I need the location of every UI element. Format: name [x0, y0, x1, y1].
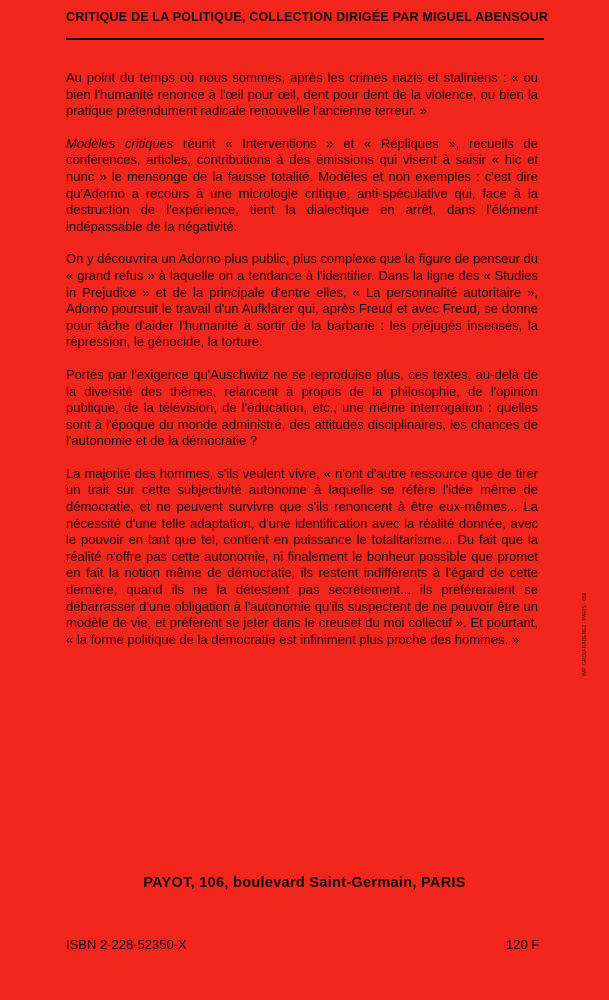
collection-header: CRITIQUE DE LA POLITIQUE, COLLECTION DIRIGÉE PAR MIGUEL ABENSOUR	[66, 10, 549, 24]
price-label: 120 F	[506, 937, 540, 952]
paragraph-modeles-critiques-rest: réunit « Interventions » et « Répliques », recueils de conférences, articles, contributions à des émissions qui visent à saisir « hic et nunc » le mensonge de la fausse totalité. Modèles et non exemples : c'est dire qu'Adorno a recours à une micrologie critique, anti-spéculative qui, face à la destruction de l'expérience, tient la dialectique en arrêt, dans l'élément indépassable de la négativité.	[66, 135, 539, 234]
isbn-number: ISBN 2-228-52350-X	[66, 937, 187, 952]
publisher-address: PAYOT, 106, boulevard Saint-Germain, PARIS	[143, 875, 466, 891]
paragraph-adorno-public: On y découvrira un Adorno plus public, plus complexe que la figure de penseur du « grand refus » à laquelle on a tendance à l'identifier. Dans la ligne des « Studies in Prejudice » et de la principale d'entre elles, « La personnalité autoritaire », Adorno poursuit le travail d'un Aufklärer qui, après Freud et avec Freud, se donne pour tâche d'aider l'humanité à sortir de la barbarie : les préjugés insensés, la répression, le génocide, la torture.	[66, 251, 538, 350]
book-title: Modèles critiques	[66, 135, 174, 151]
paragraph-modeles-critiques	[66, 136, 538, 236]
header-divider	[66, 38, 544, 40]
paragraph-auschwitz: Portés par l'exigence qu'Auschwitz ne se reproduise plus, ces textes, au-delà de la diversité des thèmes, relancent à propos de la philosophie, de l'opinion publique, de la télévision, de l'éducation, etc., une même interrogation : quelles sont à l'époque du monde administré, des attitudes disciplinaires, les chances de l'autonomie et de la démocratie ?	[66, 366, 538, 449]
blurb-text	[66, 70, 538, 648]
paragraph-closing-quote: La majorité des hommes, s'ils veulent vivre, « n'ont d'autre ressource que de tirer un trait sur cette subjectivité autonome à laquelle se réfère l'idée même de démocratie, et ne peuvent survivre que s'ils renoncent à être eux-mêmes... La nécessité d'une telle adaptation, d'une identification avec la réalité donnée, avec le pouvoir en tant que tel, contient en puissance le totalitarisme... Du fait que la réalité n'offre pas cette autonomie, ni finalement le bonheur possible que promet en fait la notion même de démocratie, ils restent indifférents à l'égard de cette dernière, quand ils ne la détestent pas secrètement... ils préféreraient se débarrasser d'une obligation à l'autonomie qu'ils suspectent de ne pouvoir être un modèle de vie, et préfèrent se jeter dans le creuset du moi collectif ». Et pourtant, « la forme politique de la démocratie est infiniment plus proche des hommes. »	[66, 465, 538, 647]
printer-note: IMP. GROU-RADENEZ - PARIS - 659	[582, 592, 588, 676]
paragraph-intro-quote: Au point du temps où nous sommes, après les crimes nazis et staliniens : « ou bien l'humanité renonce à l'œil pour œil, dent pour dent de la violence, ou bien la pratique prétendument radicale renouvelle l'ancienne terreur. »	[66, 70, 538, 119]
